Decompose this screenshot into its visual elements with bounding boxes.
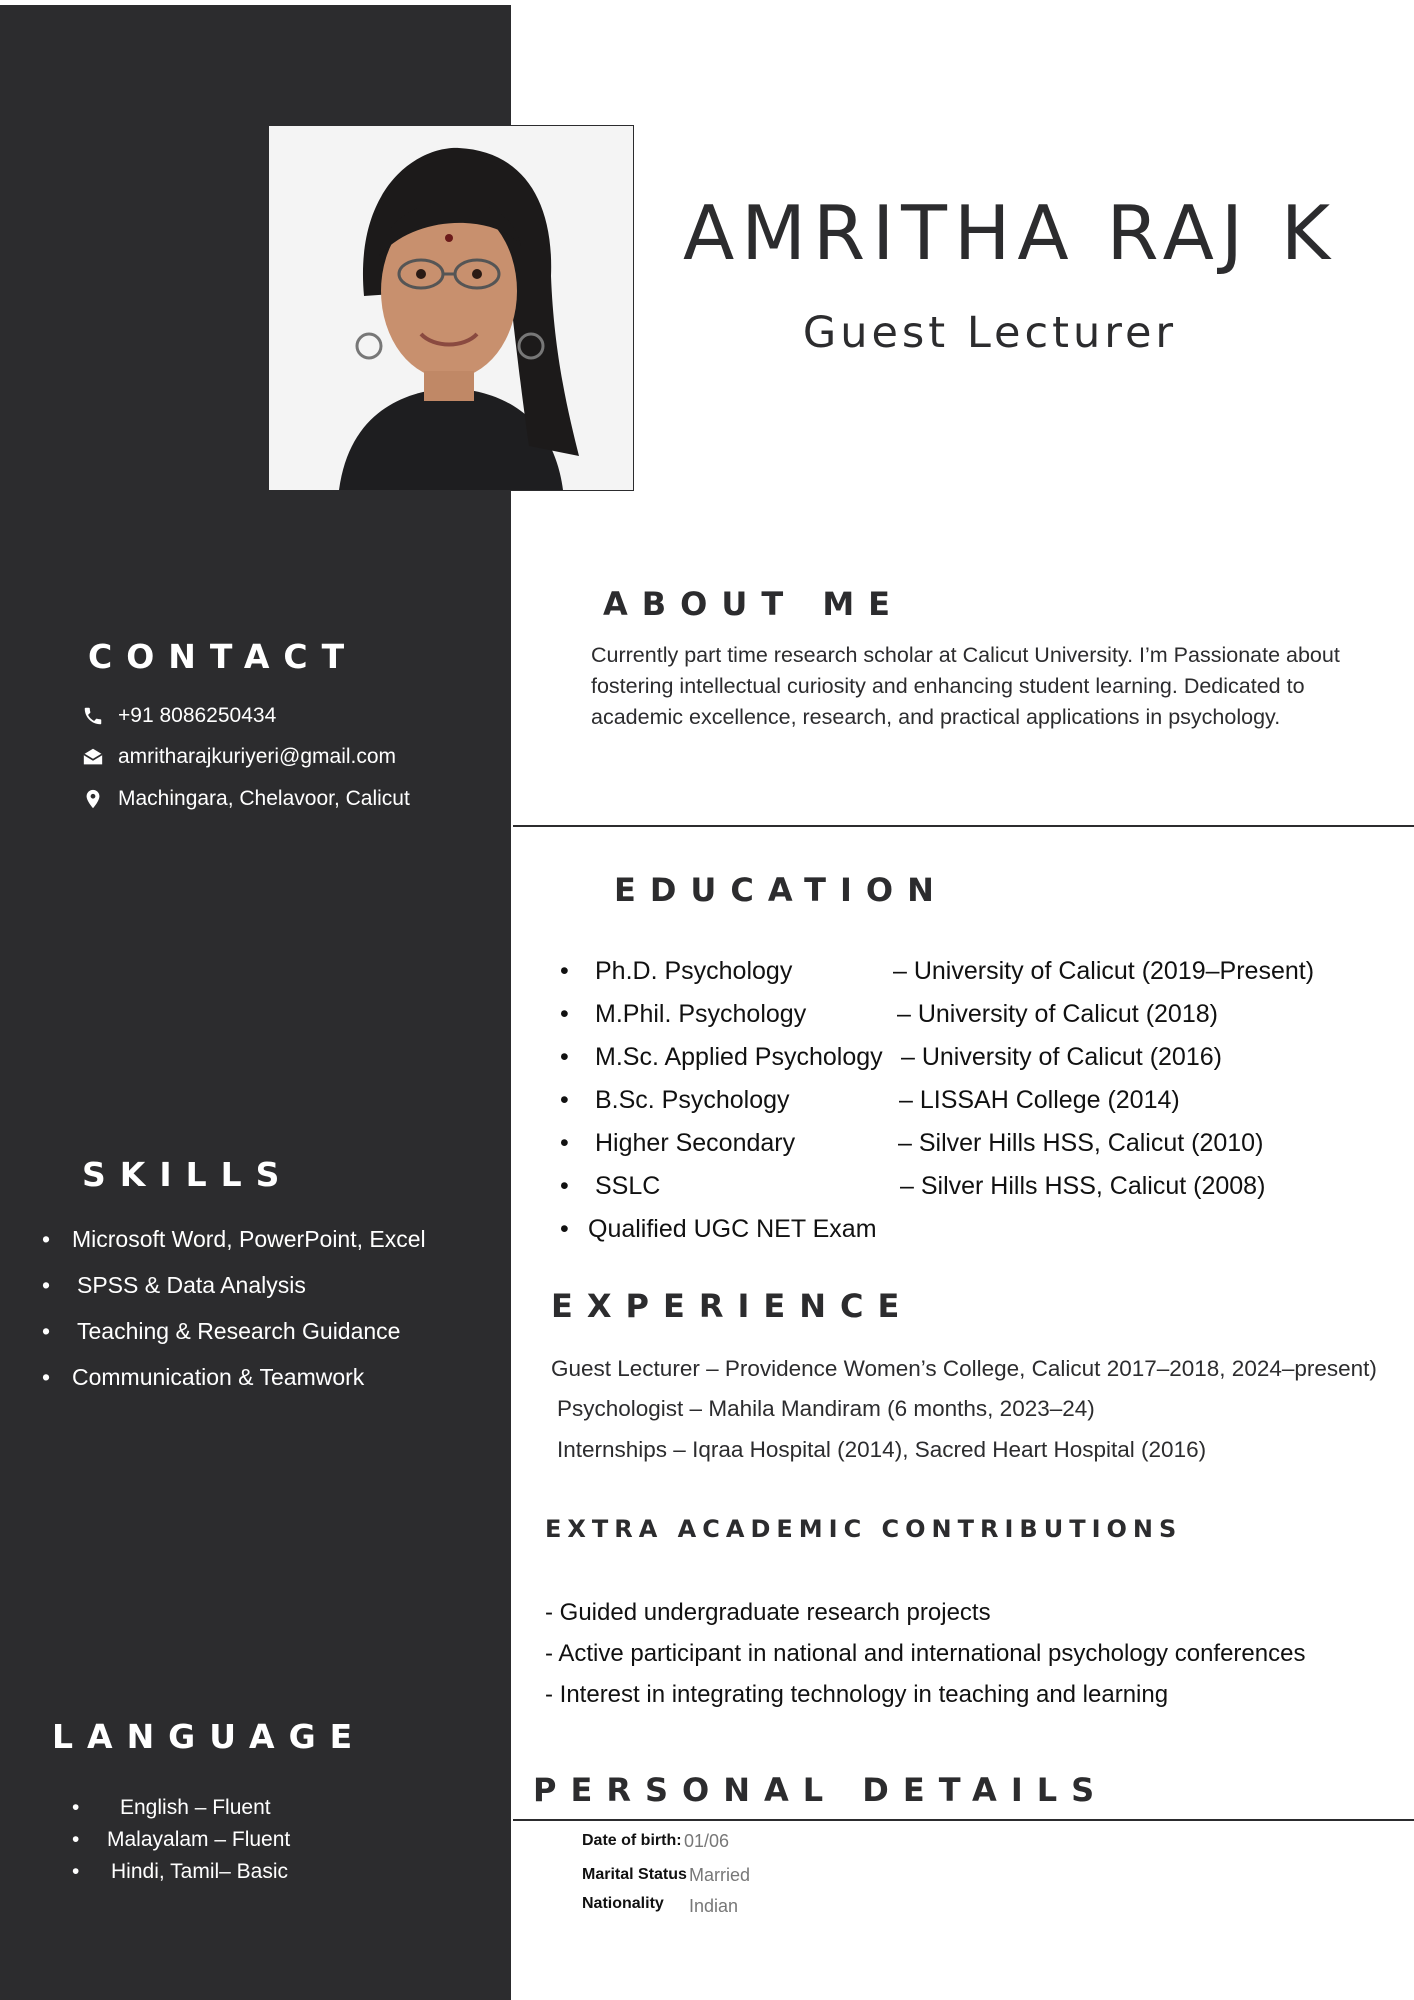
experience-item: Guest Lecturer – Providence Women’s College, Calicut 2017–2018, 2024–present) (551, 1356, 1377, 1381)
dob-value: 01/06 (684, 1831, 730, 1851)
dob-label: Date of birth: (582, 1832, 682, 1849)
education-degree: M.Phil. Psychology (595, 1000, 807, 1028)
skill-item: • Microsoft Word, PowerPoint, Excel (42, 1216, 426, 1262)
skill-item: • Teaching & Research Guidance (42, 1308, 426, 1354)
language-heading: LANGUAGE (52, 1717, 367, 1756)
portrait-illustration (269, 126, 633, 490)
about-text: Currently part time research scholar at Calicut University. I’m Passionate about fostering intellectual curiosity and enhancing student learning. Dedicated to academic excellence, research, and practical applications in psychology. (591, 643, 1340, 729)
education-item (560, 1208, 1360, 1251)
contact-heading: CONTACT (88, 637, 359, 676)
nationality-label: Nationality (582, 1895, 664, 1912)
language-item: • Hindi, Tamil– Basic (107, 1856, 290, 1888)
language-item: • English – Fluent (107, 1792, 290, 1824)
candidate-name: AMRITHA RAJ K (682, 189, 1338, 277)
contact-phone (82, 704, 276, 728)
education-item (560, 1165, 1360, 1208)
education-degree: Ph.D. Psychology (595, 957, 793, 985)
phone-text: +91 8086250434 (118, 704, 277, 727)
bullet: • (560, 1000, 569, 1028)
personal-details-heading: PERSONAL DETAILS (533, 1771, 1109, 1809)
education-institution: – University of Calicut (2016) (901, 1043, 1222, 1071)
bullet: • (560, 1172, 569, 1200)
envelope-icon (82, 746, 104, 768)
phone-icon (82, 705, 104, 727)
education-institution: – University of Calicut (2019–Present) (893, 957, 1315, 985)
skill-item: • SPSS & Data Analysis (42, 1262, 426, 1308)
education-item (560, 1122, 1360, 1165)
skill-item: • Communication & Teamwork (42, 1354, 426, 1400)
education-institution: – Silver Hills HSS, Calicut (2008) (900, 1172, 1266, 1200)
divider (513, 825, 1414, 827)
education-institution: – LISSAH College (2014) (899, 1086, 1180, 1114)
extra-academic-heading: EXTRA ACADEMIC CONTRIBUTIONS (545, 1515, 1183, 1543)
location-pin-icon (82, 788, 104, 810)
language-list (107, 1792, 290, 1888)
bullet: • (560, 1129, 569, 1157)
education-item (560, 1079, 1360, 1122)
contact-address (82, 787, 410, 811)
divider (513, 1819, 1414, 1821)
contact-email (82, 745, 396, 769)
language-item: • Malayalam – Fluent (107, 1824, 290, 1856)
education-extra: Qualified UGC NET Exam (588, 1215, 877, 1243)
bullet: • (560, 957, 569, 985)
experience-item: Psychologist – Mahila Mandiram (6 months, 2023–24) (557, 1396, 1095, 1421)
profile-photo (268, 125, 634, 491)
bullet: • (560, 1043, 569, 1071)
extra-academic-item: - Active participant in national and international psychology conferences (545, 1640, 1306, 1667)
marital-status-value: Married (689, 1865, 751, 1885)
bullet: • (560, 1086, 569, 1114)
skills-list (42, 1216, 426, 1400)
experience-item: Internships – Iqraa Hospital (2014), Sacred Heart Hospital (2016) (557, 1437, 1207, 1462)
bullet: • (560, 1215, 569, 1243)
skills-heading: SKILLS (82, 1155, 294, 1194)
email-text: amritharajkuriyeri@gmail.com (118, 745, 397, 768)
job-title: Guest Lecturer (802, 308, 1178, 358)
extra-academic-item: - Guided undergraduate research projects (545, 1599, 991, 1626)
education-item (560, 950, 1360, 993)
education-heading: EDUCATION (614, 871, 948, 909)
education-degree: SSLC (595, 1172, 661, 1200)
education-institution: – University of Calicut (2018) (897, 1000, 1218, 1028)
marital-status-label: Marital Status (582, 1866, 687, 1883)
education-degree: Higher Secondary (595, 1129, 796, 1157)
education-item (560, 993, 1360, 1036)
about-heading: ABOUT ME (603, 585, 905, 623)
experience-heading: EXPERIENCE (551, 1287, 914, 1325)
address-text: Machingara, Chelavoor, Calicut (118, 787, 410, 810)
extra-academic-item: - Interest in integrating technology in teaching and learning (545, 1681, 1169, 1708)
nationality-value: Indian (689, 1896, 739, 1916)
education-institution: – Silver Hills HSS, Calicut (2010) (898, 1129, 1264, 1157)
education-item (560, 1036, 1360, 1079)
education-degree: M.Sc. Applied Psychology (595, 1043, 883, 1071)
education-degree: B.Sc. Psychology (595, 1086, 790, 1114)
